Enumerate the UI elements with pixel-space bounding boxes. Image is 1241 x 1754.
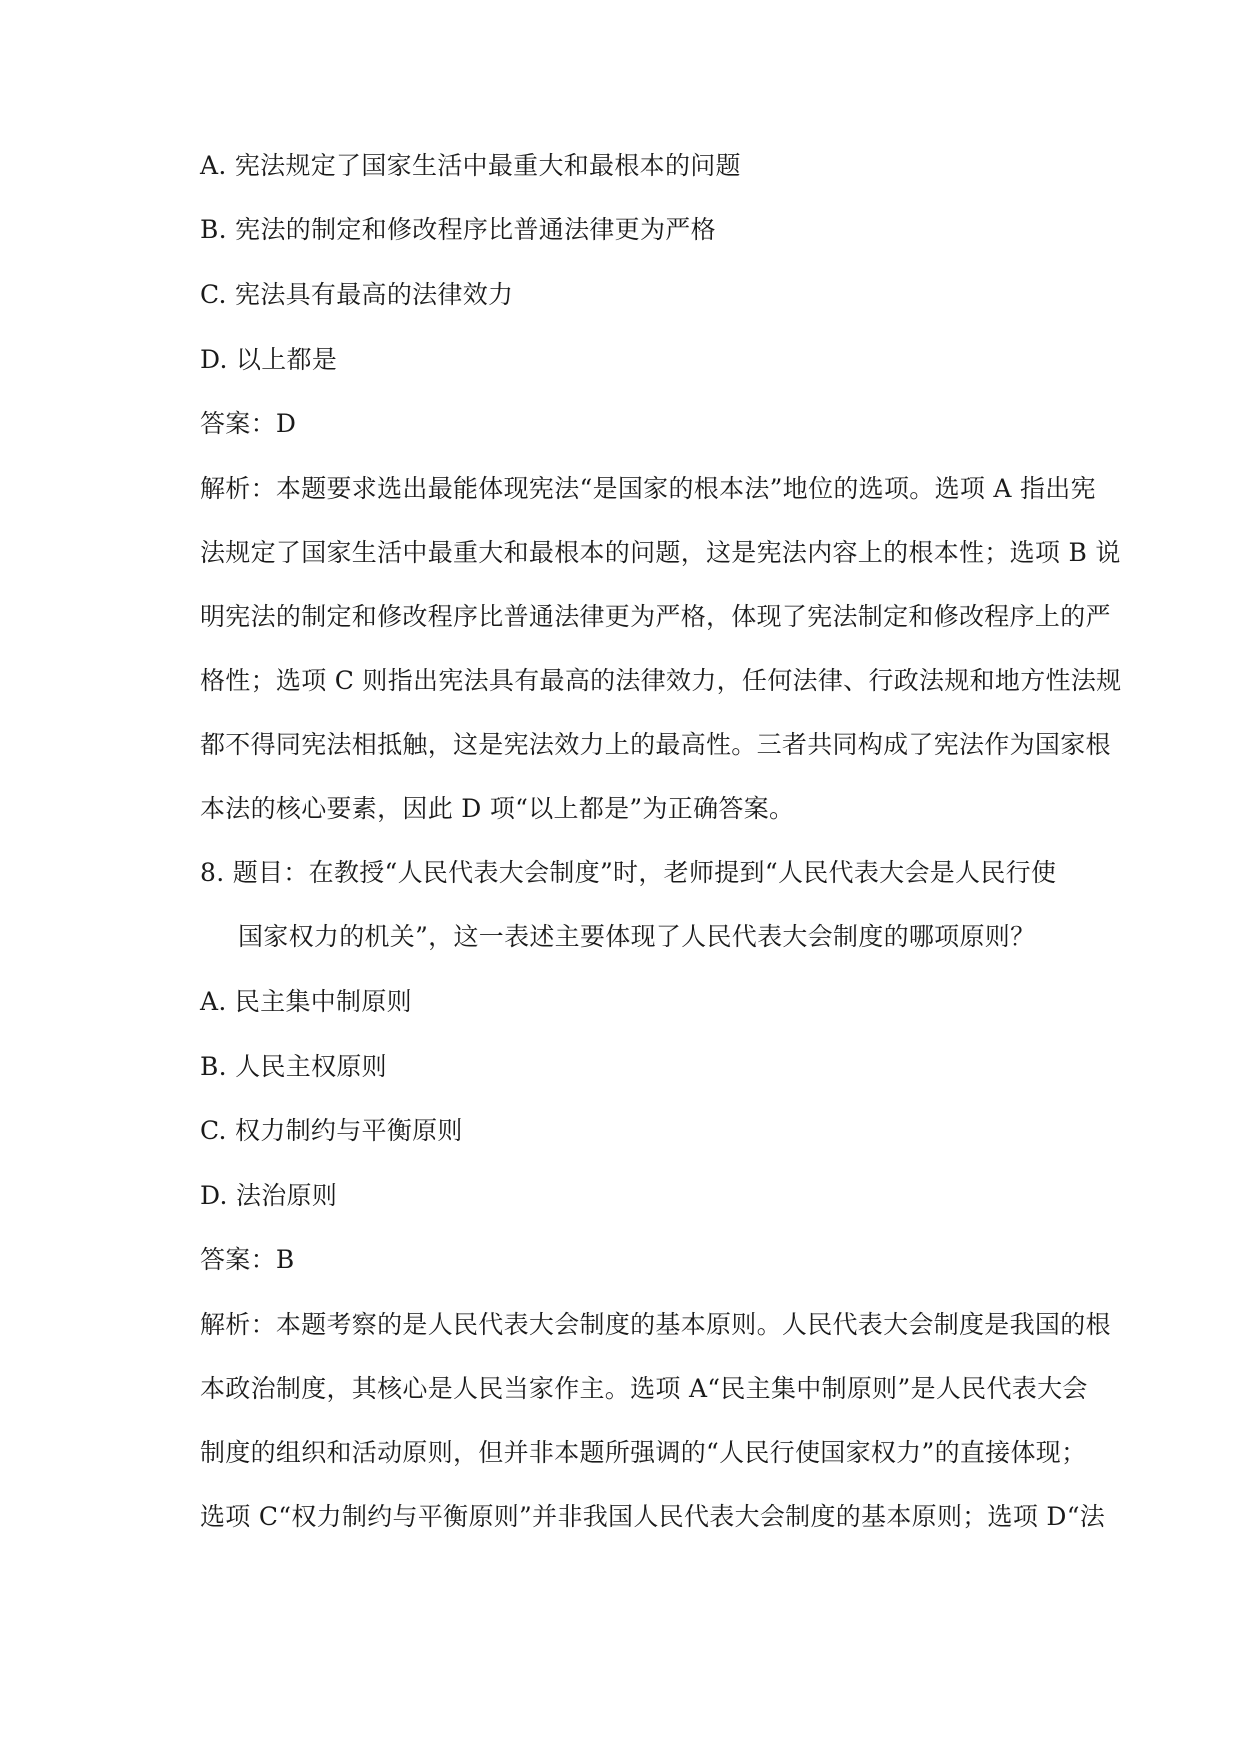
answer-line: 答案：D [200, 409, 297, 438]
q8-option-c: C. 权力制约与平衡原则 [200, 1116, 463, 1145]
option-a: A. 宪法规定了国家生活中最重大和最根本的问题 [200, 151, 741, 180]
analysis-line: 都不得同宪法相抵触，这是宪法效力上的最高性。三者共同构成了宪法作为国家根 [200, 730, 1111, 759]
q8-analysis-line: 选项 C“权力制约与平衡原则”并非我国人民代表大会制度的基本原则；选项 D“法 [200, 1502, 1106, 1531]
option-d: D. 以上都是 [200, 345, 338, 374]
analysis-line: 解析：本题要求选出最能体现宪法“是国家的根本法”地位的选项。选项 A 指出宪 [200, 474, 1096, 503]
q8-analysis-line: 制度的组织和活动原则，但并非本题所强调的“人民行使国家权力”的直接体现； [200, 1438, 1087, 1467]
question-8-title-continued: 国家权力的机关”，这一表述主要体现了人民代表大会制度的哪项原则？ [238, 922, 1036, 951]
q8-option-b: B. 人民主权原则 [200, 1052, 387, 1081]
q8-option-a: A. 民主集中制原则 [200, 987, 412, 1016]
q8-option-d: D. 法治原则 [200, 1181, 338, 1210]
option-c: C. 宪法具有最高的法律效力 [200, 280, 514, 309]
option-b: B. 宪法的制定和修改程序比普通法律更为严格 [200, 215, 716, 244]
analysis-line: 法规定了国家生活中最重大和最根本的问题，这是宪法内容上的根本性；选项 B 说 [200, 538, 1121, 567]
q8-analysis-line: 解析：本题考察的是人民代表大会制度的基本原则。人民代表大会制度是我国的根 [200, 1310, 1111, 1339]
question-8-title: 8. 题目：在教授“人民代表大会制度”时，老师提到“人民代表大会是人民行使 [200, 858, 1057, 887]
q8-answer-line: 答案：B [200, 1245, 295, 1274]
q8-analysis-line: 本政治制度，其核心是人民当家作主。选项 A“民主集中制原则”是人民代表大会 [200, 1374, 1088, 1403]
analysis-line: 本法的核心要素，因此 D 项“以上都是”为正确答案。 [200, 794, 795, 823]
analysis-line: 格性；选项 C 则指出宪法具有最高的法律效力，任何法律、行政法规和地方性法规 [200, 666, 1122, 695]
analysis-line: 明宪法的制定和修改程序比普通法律更为严格，体现了宪法制定和修改程序上的严 [200, 602, 1111, 631]
